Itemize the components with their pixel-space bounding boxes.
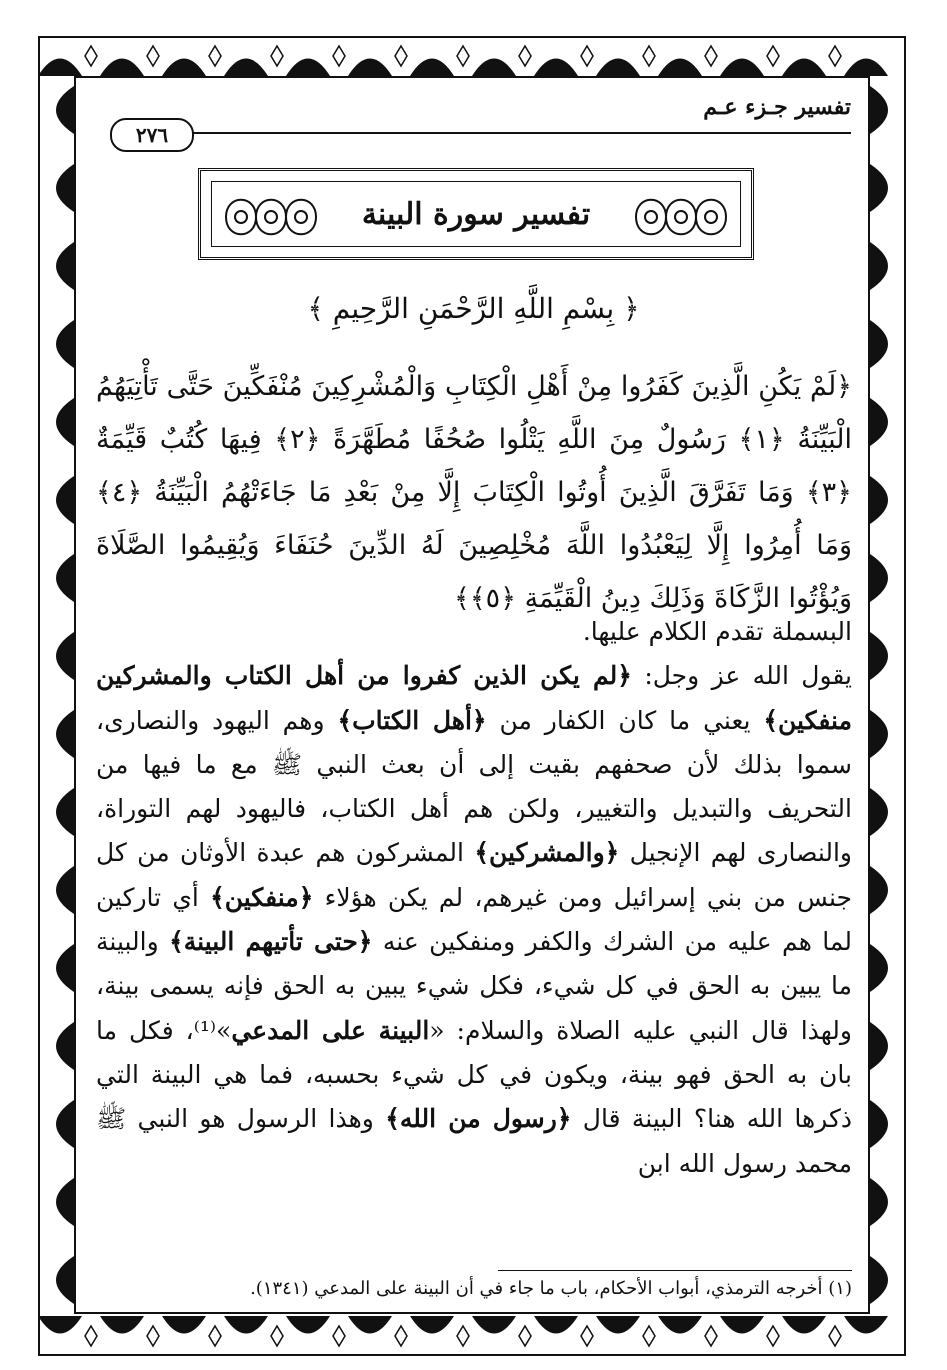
quote-segment: ﴿منفكين﴾ [210,882,314,912]
surah-title: تفسير سورة البينة [352,197,600,232]
footnote: (١) أخرجه الترمذي، أبواب الأحكام، باب ما جاء في أن البينة على المدعي (١٣٤١). [250,1278,852,1299]
text-segment: »⁽¹⁾، فكل ما بان به الحق فهو بينة، ويكون في كل شيء بحسبه، فما هي البينة التي ذكرها الله هنا؟ البينة قال [96,1015,852,1134]
paragraph-commentary [96,654,852,1186]
quote-segment: البينة على المدعي [231,1015,430,1045]
header-rule [188,132,851,134]
bottom-ornament-band [38,1316,906,1356]
page-number: ٢٧٦ [110,118,194,152]
text-segment: المشركون هم عبدة الأوثان من كل جنس من بني إسرائيل ومن غيرهم، لم يكن هؤلاء [96,838,852,912]
quote-segment: ﴿رسول من الله﴾ [385,1104,572,1134]
arabesque-ornament-right [626,186,736,248]
footnote-rule [498,1270,852,1271]
quote-segment: ﴿أهل الكتاب﴾ [337,705,487,735]
text-segment: والبينة ما يبين به الحق في كل شيء، فكل شيء يبين به الحق فإنه يسمى بينة، ولهذا قال النبي عليه الصلاة والسلام: « [96,927,852,1045]
quote-segment: ﴿لم يكن الذين كفروا من أهل الكتاب والمشركين منفكين﴾ [96,661,852,735]
commentary-body [96,610,852,1186]
arabesque-ornament-left [216,186,326,248]
surah-title-frame [198,168,754,260]
text-segment: أي تاركين لما هم عليه من الشرك والكفر ومنفكين عنه [96,882,852,957]
basmala: ﴿ بِسْمِ اللَّهِ الرَّحْمَنِ الرَّحِيمِ ﴾ [307,292,640,325]
text-segment: يعني ما كان الكفار من [486,705,764,735]
top-ornament-band [38,36,906,76]
running-title: تفسير جـزء عـم [703,94,851,120]
text-segment: يقول الله عز وجل: [631,661,852,691]
quote-segment: ﴿حتى تأتيهم البينة﴾ [169,927,373,957]
paragraph-basmala-note: البسملة تقدم الكلام عليها. [582,617,852,646]
surah-title-inner-frame [211,181,741,247]
left-ornament-band [38,76,74,1316]
quran-verses: ﴿لَمْ يَكُنِ الَّذِينَ كَفَرُوا مِنْ أَهْلِ الْكِتَابِ وَالْمُشْرِكِينَ مُنْفَكِّينَ حَتَّى تَأْتِيَهُمُ الْبَيِّنَةُ ﴿١﴾ رَسُولٌ مِنَ اللَّهِ يَتْلُوا صُحُفًا مُطَهَّرَةً ﴿٢﴾ فِيهَا كُتُبٌ قَيِّمَةٌ ﴿٣﴾ وَمَا تَفَرَّقَ الَّذِينَ أُوتُوا الْكِتَابَ إِلَّا مِنْ بَعْدِ مَا جَاءَتْهُمُ الْبَيِّنَةُ ﴿٤﴾ وَمَا أُمِرُوا إِلَّا لِيَعْبُدُوا اللَّهَ مُخْلِصِينَ لَهُ الدِّينَ حُنَفَاءَ وَيُقِيمُوا الصَّلَاةَ وَيُؤْتُوا الزَّكَاةَ وَذَلِكَ دِينُ الْقَيِّمَةِ ﴿٥﴾﴾ [96,371,852,614]
text-segment: وهم اليهود والنصارى، سموا بذلك لأن صحفهم بقيت إلى أن بعث النبي ﷺ مع ما فيها من التحريف والتبديل والتغيير، ولكن هم أهل الكتاب، فاليهود لهم التوراة، والنصارى لهم الإنجيل [96,705,852,868]
quote-segment: ﴿والمشركين﴾ [474,838,620,868]
right-ornament-band [870,76,906,1316]
text-segment: وهذا الرسول هو النبي ﷺ محمد رسول الله ابن [96,1104,852,1178]
